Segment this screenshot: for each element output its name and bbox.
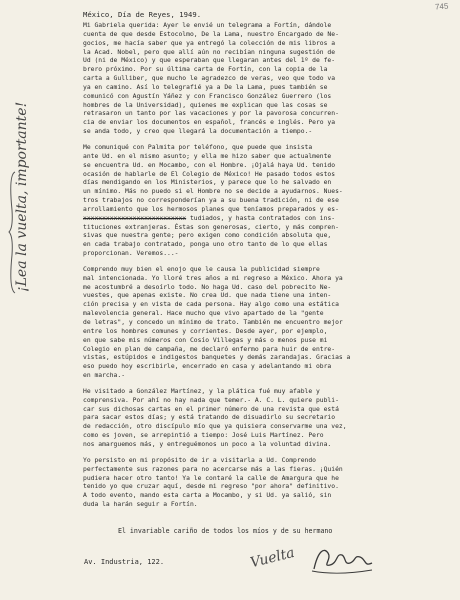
letter-line: hombres de la Universidad), quienes me explican que las cosas se [83, 101, 328, 109]
letter-line: car sus dichosas cartas en el primer número de una revista que está [83, 405, 339, 413]
letter-line: cia de enviar los documentos en español, francés e inglés. Pero ya [83, 119, 336, 127]
letter-closing: El invariable cariño de todos los míos y de su hermano [118, 527, 333, 535]
letter-paragraph [83, 266, 443, 381]
letter-line: He visitado a González Martínez, y la plática fué muy afable y [83, 387, 320, 395]
letter-line: ocasión de hablarle de El Colegio de México! He pasado todos estos [83, 170, 336, 178]
letter-paragraph [83, 388, 443, 450]
letter-line: días mendigando en los Ministerios, y parece que lo he salvado en [83, 179, 332, 187]
letter-line: eso puedo hoy escribirle, encerrado en casa y adelantando mi obra [83, 363, 332, 371]
letter-line: ción precisa y en vista de cada persona. Hay algo como una estática [83, 301, 339, 309]
letter-line: de redacción, otro discípulo mío que ya quisiera conservarme una vez, [83, 423, 347, 431]
letter-line: un mínimo. Más no puedo si el Hombre no se decide a ayudarnos. Nues- [83, 188, 343, 196]
letter-line: se encuentra Ud. en Mocambo, con el Hombre. ¡Ojalá haya Ud. tenido [83, 161, 336, 169]
letter-line: entre los hombres comunes y corrientes. Desde ayer, por ejemplo, [83, 327, 328, 335]
letter-line: vistas, estúpidos e indigestos banquetes y demás zarandajas. Gracias a [83, 354, 351, 362]
letter-paragraph [83, 144, 443, 259]
letter-line: Colegio en plan de campaña, me declaró enfermo para huir de entre- [83, 345, 336, 353]
letter-line: tenido yo que cruzar aquí, desde mi regreso "por ahora" definitivo. [83, 483, 339, 491]
letter-line: en que sabe mis números con Cosío Villegas y más o menos puse mi [83, 336, 328, 344]
margin-handwritten-note: ¡Lea la vuelta, importante! [14, 101, 30, 292]
letter-line: comunicó con Agustín Yáñez y con Francisco González Guerrero (los [83, 92, 332, 100]
letter-line: como es joven, se arrepintió a tiempo: José Luis Martínez. Pero [83, 432, 324, 440]
letter-line: retrasaron un tanto por las vacaciones y por la pavorosa concurren- [83, 110, 339, 118]
letter-line: pudiera hacer otro tanto! Ya le contaré la calle de Amargura que he [83, 474, 339, 482]
letter-line: brero próximo. Por su última carta de Fortín, con la copia de la [83, 66, 328, 74]
archive-number: 745 [434, 1, 449, 12]
letter-line: comprensiva. Por ahí no hay nada que temer.- A. C. L. quiere publi- [83, 396, 339, 404]
letter-line: para sacar estos días; y está tratando de disuadirlo su secretario [83, 414, 336, 422]
letter-line: en marcha.- [83, 372, 126, 380]
letter-line: malevolencia general. Hace mucho que vivo apartado de la "gente [83, 310, 324, 318]
handwritten-signature [308, 541, 376, 577]
letter-line: nos amarguemos más, y entreguémonos un poco a la voluntad divina. [83, 440, 332, 448]
letter-line: carta a Gulliber, que mucho le agradezco de veras, veo que todo va [83, 75, 336, 83]
letter-line: ante Ud. en el mismo asunto; y ella me hizo saber que actualmente [83, 152, 332, 160]
letter-line: Mi Gabriela querida: Ayer le envié un telegrama a Fortín, dándole [83, 22, 332, 29]
letter-line: duda la harán seguir a Fortín. [83, 501, 198, 509]
struck-out-text: xxxxxxxxxxxxxxxxxxxxxxxxxxx [83, 214, 187, 222]
letter-line: ya en camino. Así lo telegrafié ya a De la Lama, pues también se [83, 83, 328, 91]
letter-line: arrollamiento que los hermosos planes que teníamos preparados y es- [83, 205, 339, 213]
letter-line: gocios, me hacía saber que ya entregó la colección de mis libros a [83, 39, 336, 47]
letter-line: la Acad. Nobel, pero que allí aún no recibían ninguna sugestión de [83, 48, 336, 56]
letter-line: Ud (ni de México) y que esperaban que llegaran antes del 1º de fe- [83, 57, 336, 65]
letter-line: mal intencionada. Yo lloré tres años a mi regreso a México. Ahora ya [83, 274, 343, 282]
letter-line: xxxxxxxxxxxxxxxxxxxxxxxxxxx tudiados, y hasta contratados con ins- [83, 214, 336, 222]
handwritten-note-vuelta: Vuelta [248, 544, 297, 572]
letter-line: perfectamente sus razones para no acercarse más a las fieras. ¡Quién [83, 465, 343, 473]
letter-line: me acostumbré a desoírlo todo. No haga Ud. caso del pobrecito Ne- [83, 283, 332, 291]
sender-address: Av. Industria, 122. [84, 558, 165, 566]
letter-body [83, 22, 443, 517]
letter-line: en cada trabajo contratado, ponga uno otro tanto de lo que ellas [83, 241, 328, 249]
letter-line: A todo evento, mando esta carta a Mocambo, y si Ud. ya salió, sin [83, 492, 332, 500]
letter-line: se anda todo, y creo que llegará la documentación a tiempo.- [83, 128, 313, 136]
letter-line: Me comuniqué con Palmita por teléfono, que puede que insista [83, 143, 313, 151]
letter-line: sivas que nuestra gente; pero exigen como condición absoluta que, [83, 232, 332, 240]
letter-paragraph [83, 457, 443, 510]
letter-line: Yo persisto en mi propósito de ir a visitarla a Ud. Comprendo [83, 456, 316, 464]
letter-line: de letras", y concedo un mínimo de trato. También me encuentro mejor [83, 319, 343, 326]
letter-line: vuestes, que apenas existe. No crea Ud. que nada tiene una inten- [83, 292, 332, 300]
letter-line: tros trabajos no corresponderían ya a su buena tradición, ni de ese [83, 197, 339, 205]
letter-date-header: México, Día de Reyes, 1949. [83, 10, 202, 19]
letter-line: Comprendo muy bien el enojo que le causa la publicidad siempre [83, 265, 320, 273]
letter-paragraph [83, 22, 443, 137]
letter-line: proporcionan. Veremos...- [83, 250, 179, 258]
letter-line: tituciones extranjeras. Éstas son generosas, cierto, y más compren- [83, 223, 339, 231]
letter-line: cuenta de que desde Estocolmo, De la Lama, nuestro Encargado de Ne- [83, 30, 339, 38]
